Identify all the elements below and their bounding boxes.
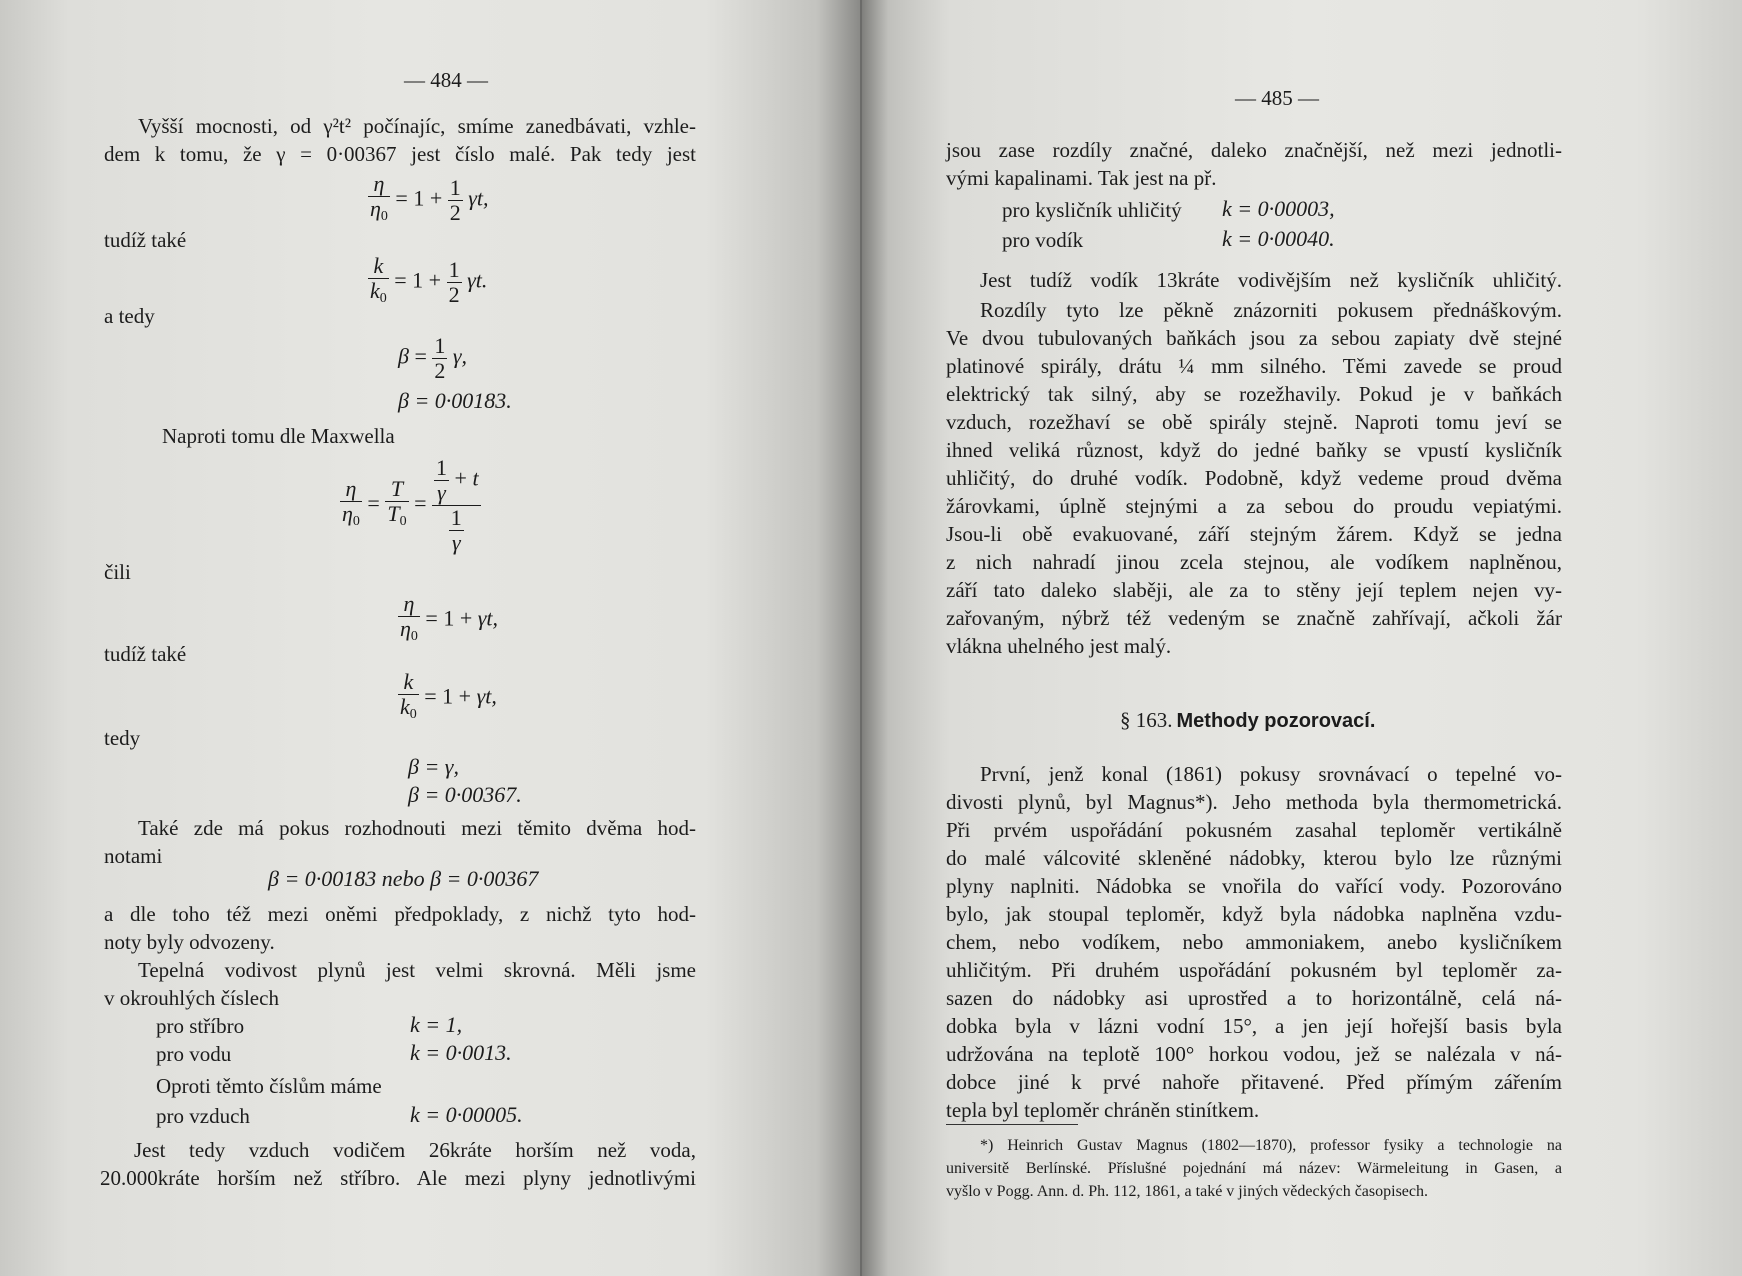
right-page xyxy=(862,0,1742,1276)
label-pro-vodik: pro vodík xyxy=(1002,228,1084,252)
label-tudiz-take: tudíž také xyxy=(104,228,187,252)
fraction: $\frac{1}{2}$ xyxy=(448,257,460,307)
text-line: Při prvém uspořádání pokusném zasahal teploměr vertikálně xyxy=(946,818,1562,842)
footnote-line: universitě Berlínské. Příslušné pojednání má název: Wärmeleitung in Gasen, a xyxy=(946,1160,1562,1177)
equation-k-ratio-half: $\frac{k}{k_0}$ = 1 + $\frac{1}{2}$ γt. xyxy=(368,254,487,311)
text-line: vlákna uhelného jest malý. xyxy=(946,634,1172,658)
fraction: $\frac{T}{T_0}$ xyxy=(385,477,408,534)
left-page xyxy=(0,0,860,1276)
equation-beta-gamma: β = γ, xyxy=(408,754,459,779)
compound-fraction: $\frac{1}{\gamma}$ + t $\frac{1}{\gamma}$ xyxy=(432,456,481,555)
fraction: $\frac{1}{\gamma}$ xyxy=(450,505,462,555)
label-tudiz-take: tudíž také xyxy=(104,642,187,666)
equation-eta-ratio-half: $\frac{\eta}{\eta_0}$ = 1 + $\frac{1}{2}$ γt, xyxy=(368,172,489,229)
text-line: Rozdíly tyto lze pěkně znázorniti pokusem přednáškovým. xyxy=(980,298,1562,322)
text-line: chem, nebo vodíkem, nebo ammoniakem, anebo kysličníkem xyxy=(946,930,1562,954)
text-line: Jest tedy vzduch vodičem 26kráte horším než voda, xyxy=(134,1138,696,1162)
text-line: dobce jiné k prvé nahoře přitavené. Před přímým zářením xyxy=(946,1070,1562,1094)
text-line: První, jenž konal (1861) pokusy srovnávací o tepelné vo- xyxy=(980,762,1562,786)
text-line: uhličitý, do druhé vodík. Podobně, když vedeme proud dvěma xyxy=(946,466,1562,490)
text-line: Jest tudíž vodík 13kráte vodivějším než kysličník uhličitý. xyxy=(980,268,1562,292)
text-line: 20.000kráte horším než stříbro. Ale mezi plyny jednotlivými xyxy=(100,1166,696,1190)
text-line: vými kapalinami. Tak jest na př. xyxy=(946,166,1217,190)
paragraph-jest-tedy xyxy=(100,1136,696,1192)
text-line: žárovkami, úplně stejnými a za sebou do proudu vepiatými. xyxy=(946,494,1562,518)
paragraph-rozdily-pokus xyxy=(946,296,1562,660)
paragraph-take-zde xyxy=(104,814,696,870)
text-line: Vyšší mocnosti, od γ²t² počínajíc, smíme zanedbávati, vzhle- xyxy=(138,114,696,138)
paragraph-jest-tudiz xyxy=(946,266,1562,294)
footnote-line: vyšlo v Pogg. Ann. d. Ph. 112, 1861, a také v jiných vědeckých časopisech. xyxy=(946,1183,1428,1200)
paragraph-oproti: Oproti těmto číslům máme xyxy=(156,1074,382,1098)
fraction: $\frac{k}{k_0}$ xyxy=(368,254,389,311)
text-line: bylo, jak stoupal teploměr, když byla nádobka naplněna vzdu- xyxy=(946,902,1562,926)
text-line: sazen do nádobky asi uprostřed a to horizontálně, celá ná- xyxy=(946,986,1562,1010)
fraction: $\frac{\eta}{\eta_0}$ xyxy=(398,592,420,649)
equation-maxwell: $\frac{\eta}{\eta_0}$ = $\frac{T}{T_0}$ = $\frac{1}{\gamma}$ + t $\frac{1}{\gamma}$ xyxy=(342,455,479,555)
text-line: divosti plynů, byl Magnus*). Jeho methoda byla thermometrická. xyxy=(946,790,1562,814)
paragraph-methody xyxy=(946,760,1562,1124)
equation-beta-00367: β = 0·00367. xyxy=(408,782,522,807)
section-number: § 163. xyxy=(1120,708,1173,732)
text-line: dobka byla v lázni vodní 15°, a jen její hořejší basis byla xyxy=(946,1014,1562,1038)
text-line: noty byly odvozeny. xyxy=(104,930,275,954)
paragraph-a-dle-toho xyxy=(104,900,696,956)
text-line: Jsou-li obě evakuované, září stejným žárem. Když se jedna xyxy=(946,522,1562,546)
footnote-magnus xyxy=(946,1134,1562,1203)
text-line: zařovaným, nýbrž též vedeným se značně zahřívají, ačkoli žár xyxy=(946,606,1562,630)
label-pro-kyslicnik: pro kysličník uhličitý xyxy=(1002,198,1182,222)
page-number-right: — 485 — xyxy=(1235,86,1319,110)
text-line: notami xyxy=(104,844,163,868)
value-k-vzduch: k = 0·00005. xyxy=(410,1102,523,1127)
fraction: $\frac{1}{2}$ xyxy=(434,333,446,383)
label-pro-stribro: pro stříbro xyxy=(156,1014,245,1038)
value-k-stribro: k = 1, xyxy=(410,1012,463,1037)
value-k-vodik: k = 0·00040. xyxy=(1222,226,1335,251)
paragraph-rozdily-znacne xyxy=(946,136,1562,192)
equation-beta-00183: β = 0·00183. xyxy=(398,388,512,413)
text-line: udržována na teplotě 100° horkou vodou, jež se nalézala v ná- xyxy=(946,1042,1562,1066)
label-pro-vodu: pro vodu xyxy=(156,1042,232,1066)
label-cili: čili xyxy=(104,560,131,584)
text-line: jsou zase rozdíly značné, daleko značnější, než mezi jednotli- xyxy=(946,138,1562,162)
label-a-tedy: a tedy xyxy=(104,304,155,328)
text-line: září tato daleko slaběji, ale za to stěny její teplem nejen vy- xyxy=(946,578,1562,602)
text-line: elektrický tak silný, aby se rozežhavily. Pokud je v baňkách xyxy=(946,382,1562,406)
text-line: Ve dvou tubulovaných baňkách jsou za sebou zapiaty dvě stejné xyxy=(946,326,1562,350)
page-number-left: — 484 — xyxy=(404,68,488,92)
equation-beta-half-gamma: β = $\frac{1}{2}$ γ, xyxy=(398,333,468,383)
footnote-rule xyxy=(946,1124,1078,1125)
text-line: v okrouhlých číslech xyxy=(104,986,279,1010)
text-line: plyny naplniti. Nádobka se vnořila do vařící vody. Pozorováno xyxy=(946,874,1562,898)
footnote-line: *) Heinrich Gustav Magnus (1802—1870), professor fysiky a technologie na xyxy=(980,1137,1562,1154)
text-line: ihned veliká různost, když do jedné baňky se vpustí kysličník xyxy=(946,438,1562,462)
text-line: z nich nahradí jinou zcela stejnou, ale vodíkem naplněnou, xyxy=(946,550,1562,574)
fraction: $\frac{1}{2}$ xyxy=(449,175,461,225)
text-line: dem k tomu, že γ = 0·00367 jest číslo malé. Pak tedy jest xyxy=(104,142,696,166)
text-line: tepla byl teploměr chráněn stinítkem. xyxy=(946,1098,1260,1122)
value-k-vodu: k = 0·0013. xyxy=(410,1040,512,1065)
value-k-co2: k = 0·00003, xyxy=(1222,196,1335,221)
fraction: $\frac{1}{\gamma}$ xyxy=(436,455,448,505)
label-pro-vzduch: pro vzduch xyxy=(156,1104,250,1128)
fraction: $\frac{\eta}{\eta_0}$ xyxy=(340,477,362,534)
text-line: uhličitým. Při druhém uspořádání pokusném byl teploměr za- xyxy=(946,958,1562,982)
paragraph-naproti: Naproti tomu dle Maxwella xyxy=(162,424,395,448)
fraction: $\frac{\eta}{\eta_0}$ xyxy=(368,172,390,229)
text-line: a dle toho též mezi oněmi předpoklady, z nichž tyto hod- xyxy=(104,902,696,926)
text-line: platinové spirály, drátu ¼ mm silného. Těmi zavede se proud xyxy=(946,354,1562,378)
text-line: vzduch, rozežhaví se obě spirály stejně. Naproti tomu jeví se xyxy=(946,410,1562,434)
text-line: Tepelná vodivost plynů jest velmi skrovná. Měli jsme xyxy=(138,958,696,982)
paragraph-intro xyxy=(104,112,696,168)
label-tedy: tedy xyxy=(104,726,141,750)
fraction: $\frac{k}{k_0}$ xyxy=(398,670,419,727)
section-title: Methody pozorovací. xyxy=(1176,710,1376,732)
section-heading xyxy=(1120,706,1375,734)
equation-alternatives: β = 0·00183 nebo β = 0·00367 xyxy=(268,866,539,891)
text-line: Také zde má pokus rozhodnouti mezi těmito dvěma hod- xyxy=(138,816,696,840)
text-line: do malé válcovité skleněné nádobky, kterou bylo lze různými xyxy=(946,846,1562,870)
equation-eta-ratio-full: $\frac{\eta}{\eta_0}$ = 1 + γt, xyxy=(398,592,498,649)
paragraph-tepelna-vodivost xyxy=(104,956,696,1012)
equation-k-ratio-full: $\frac{k}{k_0}$ = 1 + γt, xyxy=(398,670,497,727)
